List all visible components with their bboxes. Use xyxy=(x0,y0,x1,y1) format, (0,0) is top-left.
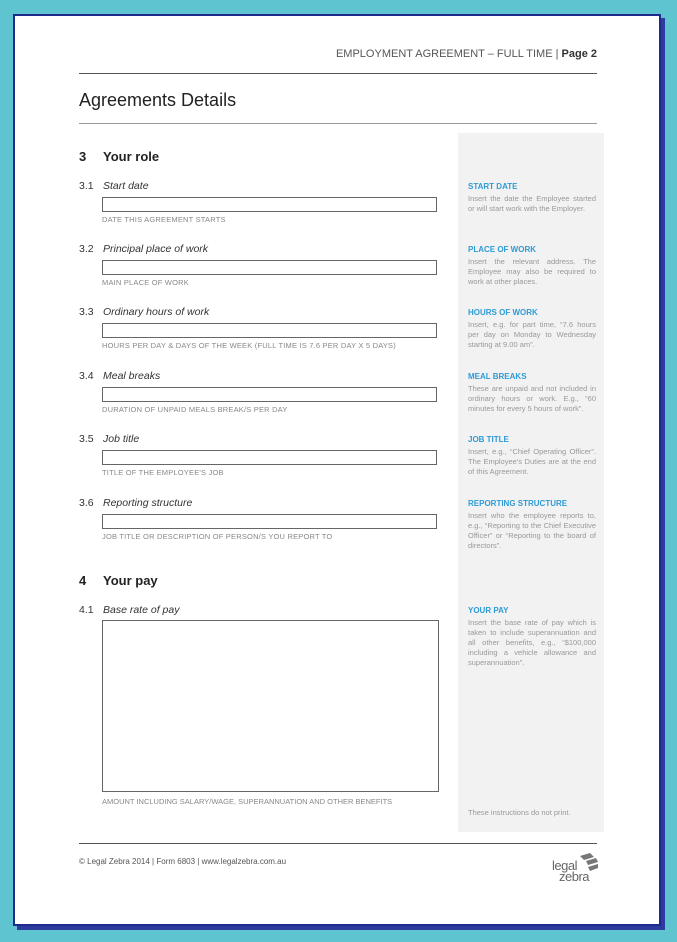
note-text: These are unpaid and not included in ordinary hours or work. E.g., “60 minutes for every 5 hours of work”. xyxy=(468,384,596,413)
field-meal-breaks: 3.4 Meal breaks DURATION OF UNPAID MEALS BREAK/S PER DAY xyxy=(79,370,459,384)
field-reporting-structure: 3.6 Reporting structure JOB TITLE OR DESCRIPTION OF PERSON/S YOU REPORT TO xyxy=(79,497,459,511)
note-heading: START DATE xyxy=(468,182,518,191)
field-hint: AMOUNT INCLUDING SALARY/WAGE, SUPERANNUATION AND OTHER BENEFITS xyxy=(102,797,393,806)
field-hint: TITLE OF THE EMPLOYEE'S JOB xyxy=(102,468,224,477)
note-heading: YOUR PAY xyxy=(468,606,509,615)
place-of-work-input[interactable] xyxy=(102,260,437,275)
note-text: Insert the date the Employee started or will start work with the Employer. xyxy=(468,194,596,213)
start-date-input[interactable] xyxy=(102,197,437,212)
field-hint: DATE THIS AGREEMENT STARTS xyxy=(102,215,226,224)
field-hint: DURATION OF UNPAID MEALS BREAK/S PER DAY xyxy=(102,405,288,414)
field-label: Reporting structure xyxy=(103,497,193,509)
field-start-date: 3.1 Start date DATE THIS AGREEMENT STARTS xyxy=(79,180,459,194)
note-reporting-structure xyxy=(468,499,596,551)
field-place-of-work: 3.2 Principal place of work MAIN PLACE OF WORK xyxy=(79,243,459,257)
field-hint: HOURS PER DAY & DAYS OF THE WEEK (FULL TIME IS 7.6 PER DAY X 5 DAYS) xyxy=(102,341,396,350)
section-heading-pay: 4 Your pay xyxy=(79,573,158,588)
footer-rule xyxy=(79,843,597,844)
field-hours-of-work: 3.3 Ordinary hours of work HOURS PER DAY & DAYS OF THE WEEK (FULL TIME IS 7.6 PER DAY X 5 DAYS) xyxy=(79,306,459,320)
note-hours-of-work xyxy=(468,308,596,350)
field-label: Start date xyxy=(103,180,149,192)
document-page xyxy=(15,16,657,922)
note-place-of-work xyxy=(468,245,596,287)
note-meal-breaks xyxy=(468,372,596,414)
note-text: Insert the relevant address. The Employee may also be required to work at other places. xyxy=(468,257,596,286)
note-text: Insert, e.g. for part time, “7.6 hours per day on Monday to Wednesday starting at 9.00 am”. xyxy=(468,320,596,349)
field-hint: MAIN PLACE OF WORK xyxy=(102,278,189,287)
hours-of-work-input[interactable] xyxy=(102,323,437,338)
note-your-pay xyxy=(468,606,596,668)
reporting-structure-input[interactable] xyxy=(102,514,437,529)
note-heading: REPORTING STRUCTURE xyxy=(468,499,568,508)
header-rule xyxy=(79,73,597,74)
field-label: Principal place of work xyxy=(103,243,209,255)
header-title: EMPLOYMENT AGREEMENT – FULL TIME | xyxy=(335,48,562,60)
legal-zebra-logo xyxy=(550,852,602,886)
field-label: Job title xyxy=(103,433,140,445)
footer-text: © Legal Zebra 2014 | Form 6803 | www.legalzebra.com.au xyxy=(79,857,287,866)
page-header xyxy=(79,48,597,60)
note-heading: MEAL BREAKS xyxy=(468,372,527,381)
instructions-sidebar xyxy=(458,133,604,832)
field-label: Base rate of pay xyxy=(103,604,180,616)
logo-word-zebra: zebra xyxy=(559,869,590,884)
note-start-date xyxy=(468,182,596,214)
field-label: Meal breaks xyxy=(103,370,161,382)
nonprint-notice: These instructions do not print. xyxy=(468,808,571,817)
base-rate-of-pay-input[interactable] xyxy=(102,620,439,792)
note-text: Insert the base rate of pay which is taken to include superannuation and all other benefits, e.g., “$100,000 including a vehicle allowance and superannuation”. xyxy=(468,618,596,667)
note-text: Insert who the employee reports to, e.g., “Reporting to the Chief Executive Officer” or “Reporting to the board of directors”. xyxy=(468,511,596,550)
note-heading: HOURS OF WORK xyxy=(468,308,538,317)
note-heading: JOB TITLE xyxy=(468,435,509,444)
section-heading-role: 3 Your role xyxy=(79,149,160,164)
page-number: Page 2 xyxy=(561,48,597,60)
note-job-title xyxy=(468,435,596,477)
note-text: Insert, e.g., “Chief Operating Officer”. The Employee's Duties are at the end of this Agreement. xyxy=(468,447,596,476)
job-title-input[interactable] xyxy=(102,450,437,465)
note-heading: PLACE OF WORK xyxy=(468,245,536,254)
page-title: Agreements Details xyxy=(79,90,237,110)
field-label: Ordinary hours of work xyxy=(103,306,210,318)
title-rule xyxy=(79,123,597,124)
field-hint: JOB TITLE OR DESCRIPTION OF PERSON/S YOU REPORT TO xyxy=(102,532,333,541)
meal-breaks-input[interactable] xyxy=(102,387,437,402)
logo-word-legal: legal xyxy=(552,858,577,873)
field-job-title: 3.5 Job title TITLE OF THE EMPLOYEE'S JOB xyxy=(79,433,459,447)
field-base-rate-of-pay: 4.1 Base rate of pay xyxy=(79,604,180,616)
